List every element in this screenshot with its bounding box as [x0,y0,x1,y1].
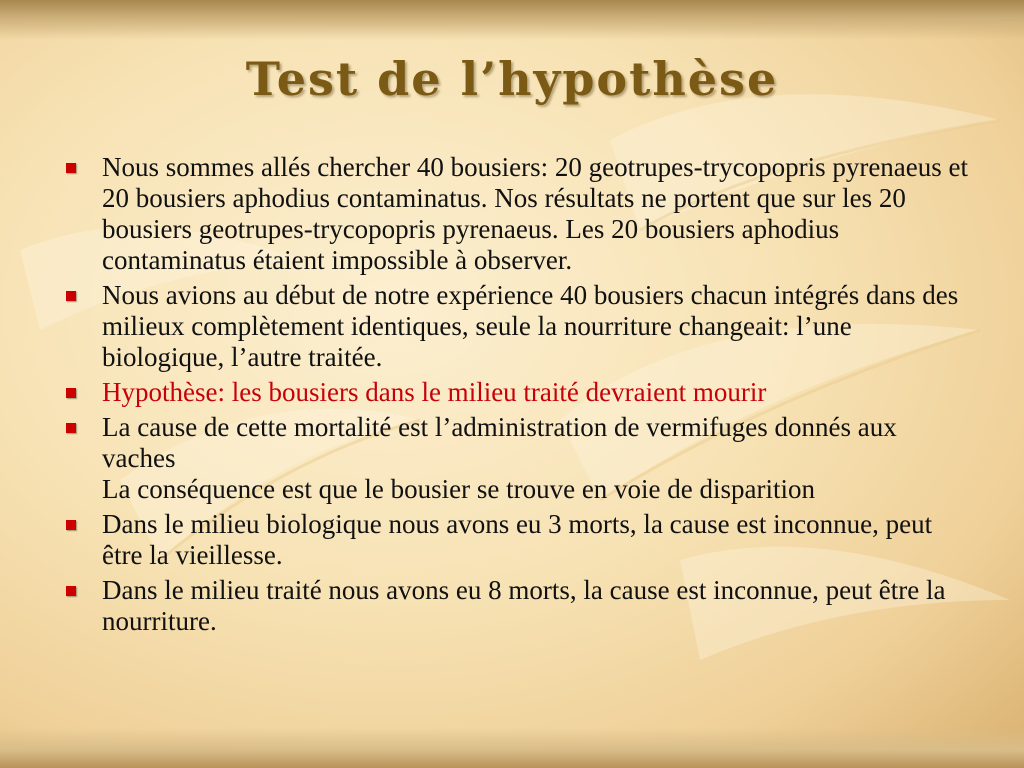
bullet-text-line-2: La conséquence est que le bousier se trouve en voie de disparition [102,474,816,504]
bullet-item-dung-beetles-collected [62,152,972,276]
red-square-bullet-icon [66,291,76,301]
bullet-item-experiment-setup [62,280,972,373]
bullet-text: Nous avions au début de notre expérience 40 bousiers chacun intégrés dans des milieux complètement identiques, seule la nourriture changeait: l’une biologique, l’autre traitée. [102,280,959,372]
bullet-item-hypothesis [62,377,972,408]
bullet-list [62,152,972,641]
bottom-border-band [0,728,1024,768]
red-square-bullet-icon [66,586,76,596]
top-border-band [0,0,1024,40]
bullet-text: Hypothèse: les bousiers dans le milieu traité devraient mourir [102,377,767,407]
slide-title: Test de l’hypothèse [245,52,779,106]
red-square-bullet-icon [66,163,76,173]
bullet-item-treated-results [62,575,972,637]
bullet-item-mortality-cause [62,412,972,505]
red-square-bullet-icon [66,388,76,398]
bullet-item-organic-results [62,509,972,571]
red-square-bullet-icon [66,423,76,433]
bullet-text-line-1: La cause de cette mortalité est l’administration de vermifuges donnés aux vaches [102,412,897,473]
red-square-bullet-icon [66,520,76,530]
bullet-text: Dans le milieu biologique nous avons eu 3 morts, la cause est inconnue, peut être la vieillesse. [102,509,933,570]
bullet-text: Nous sommes allés chercher 40 bousiers: 20 geotrupes-trycopopris pyrenaeus et 20 bousiers aphodius contaminatus. Nos résultats ne portent que sur les 20 bousiers geotrupes-trycopopris pyrenaeus. Les 20 bousiers aphodius contaminatus étaient impossible à observer. [102,152,969,275]
bullet-text: Dans le milieu traité nous avons eu 8 morts, la cause est inconnue, peut être la nourriture. [102,575,946,636]
